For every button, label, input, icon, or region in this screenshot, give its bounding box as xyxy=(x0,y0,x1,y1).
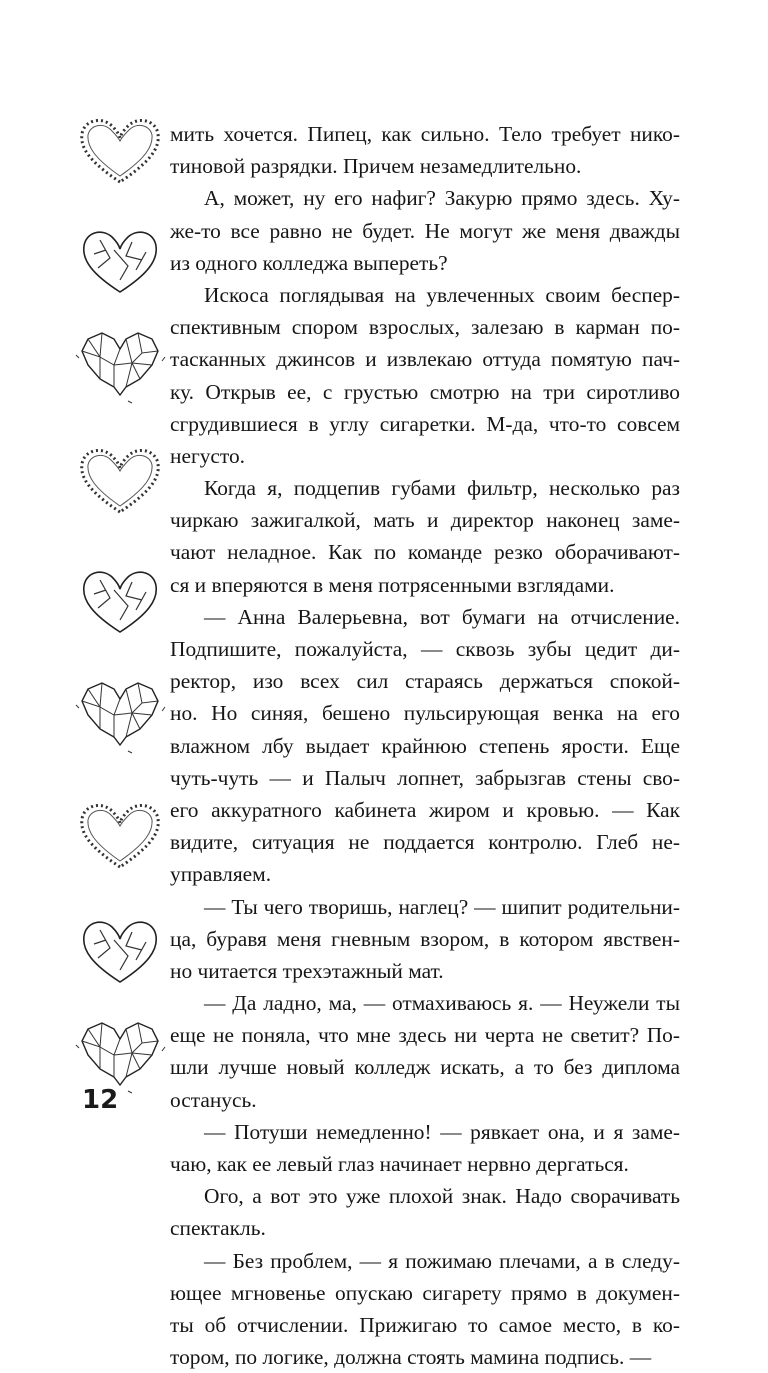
margin-decorations xyxy=(70,110,170,1050)
text-line: Искоса поглядывая на увлеченных своим беспер- xyxy=(204,282,680,307)
text-line: — Ты чего творишь, наглец? — шипит родительни- xyxy=(204,894,680,919)
text-line: шли лучше новый колледж искать, а то без диплома xyxy=(170,1055,680,1080)
text-line: из одного колледжа выпереть? xyxy=(170,250,448,275)
text-line: его аккуратного кабинета жиром и кровью. — Как xyxy=(170,797,680,822)
text-line: управляем. xyxy=(170,862,272,887)
text-line: ца, буравя меня гневным взором, в котором явствен- xyxy=(170,926,680,951)
body-text xyxy=(170,118,680,1373)
text-line: ся и вперяются в меня потрясенными взглядами. xyxy=(170,572,615,597)
text-line: но читается трехэтажный мат. xyxy=(170,958,444,983)
text-line: спектакль. xyxy=(170,1216,266,1241)
text-line: спективным спором взрослых, залезаю в карман по- xyxy=(170,315,680,340)
text-line: ректор, изо всех сил стараясь держаться спокой- xyxy=(170,669,680,694)
text-line: тором, по логике, должна стоять мамина подпись. — xyxy=(170,1345,652,1370)
text-line: Ого, а вот это уже плохой знак. Надо сворачивать xyxy=(204,1184,680,1209)
text-line: Когда я, подцепив губами фильтр, несколько раз xyxy=(204,476,680,501)
text-line: ты об отчислении. Прижигаю то самое место, в ко- xyxy=(170,1312,680,1337)
text-line: еще не поняла, что мне здесь ни черта не светит? По- xyxy=(170,1023,680,1048)
text-line: чуть-чуть — и Палыч лопнет, забрызгав стены сво- xyxy=(170,765,680,790)
shattered-heart-icon xyxy=(70,675,170,755)
text-line: ку. Открыв ее, с грустью смотрю на три сиротливо xyxy=(170,379,680,404)
text-line: — Да ладно, ма, — отмахиваюсь я. — Неужели ты xyxy=(204,991,680,1016)
shattered-heart-icon xyxy=(70,1015,170,1095)
text-line: негусто. xyxy=(170,443,246,468)
text-line: А, может, ну его нафиг? Закурю прямо здесь. Ху- xyxy=(204,186,680,211)
shattered-heart-icon xyxy=(70,325,170,405)
floral-heart-icon xyxy=(70,440,170,520)
floral-heart-icon xyxy=(70,795,170,875)
text-line: чиркаю зажигалкой, мать и директор наконец заме- xyxy=(170,508,680,533)
text-line: чают неладное. Как по команде резко оборачивают- xyxy=(170,540,680,565)
text-line: чаю, как ее левый глаз начинает нервно дергаться. xyxy=(170,1152,629,1176)
text-line: Подпишите, пожалуйста, — сквозь зубы цедит ди- xyxy=(170,637,680,661)
text-line: влажном лбу выдает крайнюю степень ярости. Еще xyxy=(170,733,680,758)
text-line: — Без проблем, — я пожимаю плечами, а в следу- xyxy=(204,1248,680,1273)
cracked-heart-icon xyxy=(70,910,170,990)
text-line: мить хочется. Пипец, как сильно. Тело требует нико- xyxy=(170,122,680,146)
text-line: же-то все равно не будет. Не могут же меня дважды xyxy=(170,218,680,243)
cracked-heart-icon xyxy=(70,560,170,640)
text-line: останусь. xyxy=(170,1087,257,1112)
text-line: но. Но синяя, бешено пульсирующая венка на его xyxy=(170,701,680,726)
text-line: сгрудившиеся в углу сигаретки. М-да, что-то совсем xyxy=(170,411,680,436)
text-line: ющее мгновенье опускаю сигарету прямо в докумен- xyxy=(170,1280,680,1305)
floral-heart-icon xyxy=(70,110,170,190)
text-line: — Анна Валерьевна, вот бумаги на отчисление. xyxy=(204,604,680,629)
cracked-heart-icon xyxy=(70,220,170,300)
text-line: тиновой разрядки. Причем незамедлительно. xyxy=(170,154,582,179)
page-number: 12 xyxy=(82,1085,119,1115)
text-line: тасканных джинсов и извлекаю оттуда помятую пач- xyxy=(170,347,680,372)
text-line: — Потуши немедленно! — рявкает она, и я заме- xyxy=(204,1119,680,1144)
text-line: видите, ситуация не поддается контролю. Глеб не- xyxy=(170,830,680,855)
